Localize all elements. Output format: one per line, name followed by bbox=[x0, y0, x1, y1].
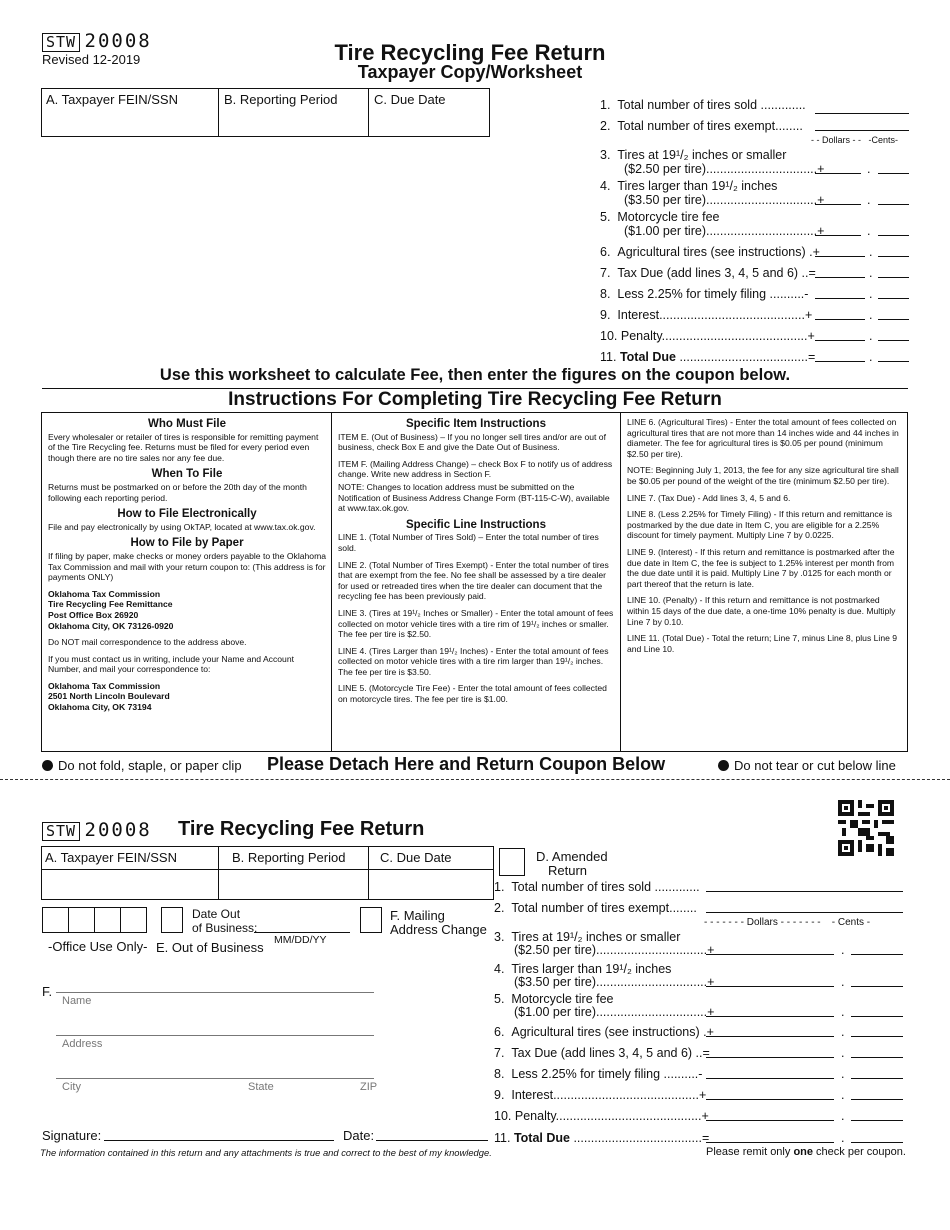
coupon-line-2-input[interactable] bbox=[706, 901, 903, 913]
worksheet-line-9: 9. Interest..........................................+ bbox=[600, 308, 813, 322]
qr-code-icon bbox=[838, 800, 894, 856]
worksheet-line-9-dollars[interactable] bbox=[815, 308, 865, 320]
worksheet-line-11-dollars[interactable] bbox=[815, 350, 865, 362]
worksheet-line-9-cents[interactable] bbox=[878, 308, 909, 320]
coupon-line-6-dollars[interactable] bbox=[706, 1025, 834, 1037]
reporting-period-label: B. Reporting Period bbox=[224, 92, 338, 107]
coupon-line-5-cents[interactable] bbox=[851, 1005, 903, 1017]
signature-label: Signature: bbox=[42, 1128, 102, 1143]
bullet-icon bbox=[42, 760, 53, 771]
worksheet-line-10-cents[interactable] bbox=[878, 329, 909, 341]
worksheet-line-6-cents[interactable] bbox=[878, 245, 909, 257]
page-subtitle: Taxpayer Copy/Worksheet bbox=[357, 62, 583, 82]
amended-return-checkbox[interactable] bbox=[499, 848, 525, 876]
worksheet-line-10-dollars[interactable] bbox=[815, 329, 865, 341]
worksheet-line-4: 4. Tires larger than 19¹/₂ inches bbox=[600, 179, 778, 193]
correspondence-address: Oklahoma Tax Commission 2501 North Lincoln Boulevard Oklahoma City, OK 73194 bbox=[48, 680, 170, 713]
who-must-file-heading: Who Must File bbox=[148, 418, 226, 430]
worksheet-line-2: 2. Total number of tires exempt........ bbox=[600, 119, 803, 133]
remit-note: Please remit only one check per coupon. bbox=[706, 1146, 906, 1158]
coupon-reporting-period-label: B. Reporting Period bbox=[232, 850, 346, 865]
fein-label: A. Taxpayer FEIN/SSN bbox=[46, 92, 178, 107]
worksheet-line-6-dollars[interactable] bbox=[815, 245, 865, 257]
signature-input[interactable] bbox=[104, 1140, 334, 1141]
zip-label: ZIP bbox=[360, 1081, 378, 1093]
coupon-line-9: 9. Interest..........................................+ bbox=[494, 1088, 707, 1102]
coupon-form-number-text: 20008 bbox=[84, 819, 152, 841]
coupon-line-3-dollars[interactable] bbox=[706, 943, 834, 955]
coupon-fein-label: A. Taxpayer FEIN/SSN bbox=[45, 850, 177, 865]
worksheet: 1. Total number of tires sold ............. 2. Total number of tires exempt........ - - Dollars - - -Cents- 3. Tires at 19¹/₂ inches or smaller ($2.50 per tire)................................+ . 4. Tires larger than 19¹/₂ inches ($3.50 per tire)................................+ . 5. Motorcycle tire fee ($1.00 per tire)................................+ . 6. Agricultural tires (see instructions) .+ . 7. Tax Due (add lines 3, 4, 5 and 6) ..= . 8. Less 2.25% for timely filing ..........- . 9. Interest..........................................+ . 10. Penalty..........................................+ . 11. Total Due .....................................= . bbox=[600, 96, 912, 366]
detach-right-note: Do not tear or cut below line bbox=[718, 758, 896, 773]
coupon-lines: 1. Total number of tires sold ............. 2. Total number of tires exempt........ - - - - - - - Dollars - - - - - - - - Cents - 3. Tires at 19¹/₂ inches or smaller ($2.50 per tire)................................+ . 4. Tires larger than 19¹/₂ inches ($3.50 per tire)................................+ . 5. Motorcycle tire fee ($1.00 per tire)................................+ . 6. Agricultural tires (see instructions) .+ . 7. Tax Due (add lines 3, 4, 5 and 6) ..= . 8. Less 2.25% for timely filing ..........- . 9. Interest..........................................+ . 10. Penalty..........................................+ . 11. Total Due .....................................= . bbox=[494, 880, 909, 1150]
bullet-icon bbox=[718, 760, 729, 771]
coupon-dollars-label: - - - - - - - Dollars - - - - - - - bbox=[704, 917, 821, 928]
address-label: Address bbox=[62, 1038, 103, 1050]
coupon-form-code-box: STW bbox=[42, 822, 80, 841]
amended-label: D. Amended bbox=[536, 849, 608, 864]
coupon-cents-label: - Cents - bbox=[831, 917, 871, 928]
coupon-line-4-cents[interactable] bbox=[851, 975, 903, 987]
mmddyy-label: MM/DD/YY bbox=[274, 934, 327, 946]
coupon-line-8-cents[interactable] bbox=[851, 1067, 903, 1079]
coupon-line-5: 5. Motorcycle tire fee bbox=[494, 992, 614, 1006]
coupon-line-10-cents[interactable] bbox=[851, 1109, 903, 1121]
address-change-label: Address Change bbox=[390, 922, 487, 937]
worksheet-line-11-cents[interactable] bbox=[878, 350, 909, 362]
worksheet-line-4-cents[interactable] bbox=[878, 193, 909, 205]
worksheet-note: Use this worksheet to calculate Fee, then enter the figures on the coupon below. bbox=[159, 366, 791, 384]
state-label: State bbox=[248, 1081, 274, 1093]
of-business-label: of Business: bbox=[192, 921, 258, 935]
file-by-paper-heading: How to File by Paper bbox=[130, 537, 244, 550]
worksheet-line-2-input[interactable] bbox=[815, 119, 909, 131]
form-number bbox=[42, 30, 152, 52]
coupon-reporting-period-input[interactable] bbox=[220, 871, 366, 897]
out-of-business-label: E. Out of Business bbox=[156, 940, 264, 955]
coupon-due-date-label: C. Due Date bbox=[380, 850, 452, 865]
coupon-line-4-dollars[interactable] bbox=[706, 975, 834, 987]
coupon-line-7-dollars[interactable] bbox=[706, 1046, 834, 1058]
coupon-line-9-dollars[interactable] bbox=[706, 1088, 834, 1100]
coupon-line-4: 4. Tires larger than 19¹/₂ inches bbox=[494, 962, 672, 976]
worksheet-line-3-dollars[interactable] bbox=[815, 162, 861, 174]
detach-heading: Please Detach Here and Return Coupon Below bbox=[267, 754, 666, 774]
line-instructions-heading: Specific Line Instructions bbox=[406, 518, 546, 531]
coupon-line-7-cents[interactable] bbox=[851, 1046, 903, 1058]
worksheet-line-11: 11. Total Due .....................................= bbox=[600, 350, 816, 364]
coupon-line-6-cents[interactable] bbox=[851, 1025, 903, 1037]
coupon-line-3: 3. Tires at 19¹/₂ inches or smaller bbox=[494, 930, 681, 944]
worksheet-line-5-dollars[interactable] bbox=[815, 224, 861, 236]
worksheet-line-1: 1. Total number of tires sold ............. bbox=[600, 98, 806, 112]
coupon-line-3-cents[interactable] bbox=[851, 943, 903, 955]
worksheet-line-3: 3. Tires at 19¹/₂ inches or smaller bbox=[600, 148, 787, 162]
worksheet-line-7-dollars[interactable] bbox=[815, 266, 865, 278]
coupon-line-8: 8. Less 2.25% for timely filing ..........- bbox=[494, 1067, 703, 1081]
worksheet-line-7: 7. Tax Due (add lines 3, 4, 5 and 6) ..= bbox=[600, 266, 816, 280]
name-label: Name bbox=[62, 995, 92, 1007]
coupon-line-11-cents[interactable] bbox=[851, 1131, 903, 1143]
coupon-line-5-dollars[interactable] bbox=[706, 1005, 834, 1017]
coupon-line-9-cents[interactable] bbox=[851, 1088, 903, 1100]
city-state-zip-input[interactable] bbox=[56, 1078, 374, 1079]
worksheet-line-6: 6. Agricultural tires (see instructions) .+ bbox=[600, 245, 820, 259]
worksheet-line-10: 10. Penalty..........................................+ bbox=[600, 329, 815, 343]
name-input[interactable] bbox=[56, 992, 374, 993]
instructions-col-3: LINE 6. (Agricultural Tires) - Enter the total amount of fees collected on agricultural tires that are not more than 14 inches wide and 44 inches in diameter. The fee for agricultural tires is $0.05 per pound (minimum $2.50 per tire). NOTE: Beginning July 1, 2013, the fee for any size agricultural tire shall be $0.05 per pound of the weight of the tire (minimum $2.50 per tire). LINE 7. (Tax Due) - Add lines 3, 4, 5 and 6. LINE 8. (Less 2.25% for Timely Filing) - If this return and remittance is postmarked by the due date in Item C, you are eligible for a 2.25% discount for timely payment. Multiply Line 7 by 0.0225. LINE 9. (Interest) - If this return and remittance is postmarked after the due date in Item C, the fee is subject to 1.25% interest per month from the due date until it is paid. Multiply Line 7 by .0125 for each month or part thereof that the return is late. LINE 10. (Penalty) - If this return and remittance is not postmarked within 15 days of the due date, a one-time 10% penalty is due. Multiply Line 7 by 0.10. LINE 11. (Total Due) - Total the return; Line 7, minus Line 8, plus Line 9 and Line 10. bbox=[627, 417, 899, 654]
form-number-text: 20008 bbox=[84, 30, 152, 52]
detach-left-note: Do not fold, staple, or paper clip bbox=[42, 758, 242, 773]
worksheet-line-5: 5. Motorcycle tire fee bbox=[600, 210, 720, 224]
out-of-business-checkbox[interactable] bbox=[161, 907, 183, 933]
worksheet-line-8-dollars[interactable] bbox=[815, 287, 865, 299]
revised-date: Revised 12-2019 bbox=[42, 52, 141, 67]
city-label: City bbox=[62, 1081, 81, 1093]
coupon-line-11: 11. Total Due .....................................= bbox=[494, 1131, 710, 1145]
detach-line bbox=[0, 779, 950, 780]
coupon-line-1: 1. Total number of tires sold ............. bbox=[494, 880, 700, 894]
coupon-line-10: 10. Penalty..........................................+ bbox=[494, 1109, 709, 1123]
payment-address: Oklahoma Tax Commission Tire Recycling Fee Remittance Post Office Box 26920 Oklahoma City, OK 73126-0920 bbox=[48, 588, 174, 631]
file-electronically-heading: How to File Electronically bbox=[117, 508, 257, 521]
when-to-file-heading: When To File bbox=[151, 468, 223, 481]
instructions-title: Instructions For Completing Tire Recycling Fee Return bbox=[228, 389, 722, 410]
coupon-line-1-input[interactable] bbox=[706, 880, 903, 892]
worksheet-line-1-input[interactable] bbox=[815, 102, 909, 114]
address-input[interactable] bbox=[56, 1035, 374, 1036]
coupon-title: Tire Recycling Fee Return bbox=[178, 818, 425, 840]
item-instructions-heading: Specific Item Instructions bbox=[406, 418, 546, 430]
signature-date-input[interactable] bbox=[376, 1140, 488, 1141]
amended-return-label: Return bbox=[548, 863, 588, 878]
date-label: Date: bbox=[343, 1128, 375, 1143]
coupon-line-8-dollars[interactable] bbox=[706, 1067, 834, 1079]
worksheet-line-3-cents[interactable] bbox=[878, 162, 909, 174]
page-title: Tire Recycling Fee Return bbox=[334, 40, 606, 65]
coupon-info-boxes bbox=[41, 846, 494, 900]
instructions-box bbox=[41, 412, 908, 752]
date-out-label: Date Out bbox=[192, 907, 241, 921]
office-use-label: -Office Use Only- bbox=[48, 939, 148, 954]
taxpayer-info-boxes bbox=[41, 88, 490, 137]
coupon-fein-input[interactable] bbox=[44, 871, 216, 897]
instructions-col-1: Who Must File Every wholesaler or retailer of tires is responsible for remitting payment of the Tire Recycling fee. Returns must be filed for every period even though there are no tire sales nor any fee due. When To File Returns must be postmarked on or before the 20th day of the month following each reporting period. How to File Electronically File and pay electronically by using OkTAP, located at www.tax.ok.gov. How to File by Paper If filing by paper, make checks or money orders payable to the Oklahoma Tax Commission and mail with your return coupon to: (This address is for payments ONLY) Oklahoma Tax Commission Tire Recycling Fee Remittance Post Office Box 26920 Oklahoma City, OK 73126-0920 Do NOT mail correspondence to the address above. If you must contact us in writing, include your Name and Account Number, and mail your correspondence to: Oklahoma Tax Commission 2501 North Lincoln Boulevard Oklahoma City, OK 73194 bbox=[48, 418, 327, 713]
coupon-line-10-dollars[interactable] bbox=[706, 1109, 834, 1121]
due-date-label: C. Due Date bbox=[374, 92, 446, 107]
coupon-line-11-dollars[interactable] bbox=[706, 1131, 834, 1143]
date-out-input[interactable] bbox=[254, 921, 350, 933]
coupon-line-2: 2. Total number of tires exempt........ bbox=[494, 901, 697, 915]
coupon-form-number bbox=[42, 819, 152, 841]
coupon-line-6: 6. Agricultural tires (see instructions) .+ bbox=[494, 1025, 714, 1039]
worksheet-line-8: 8. Less 2.25% for timely filing ..........- bbox=[600, 287, 809, 301]
mailing-address-change-checkbox[interactable] bbox=[360, 907, 382, 933]
instructions-col-2: Specific Item Instructions ITEM E. (Out of Business) – If you no longer sell tires and/or are out of business, check Box E and give the Date Out of Business. ITEM F. (Mailing Address Change) – check Box F to notify us of address change. Write new address in Section F. NOTE: Changes to location address must be submitted on the Notification of Business Address Change Form (BT-115-C-W), available at www.tax.ok.gov. Specific Line Instructions LINE 1. (Total Number of Tires Sold) – Enter the total number of tires sold. LINE 2. (Total Number of Tires Exempt) - Enter the total number of tires that are exempt from the fee. No fee shall be assessed by a tire dealer for used or retreaded tires when the tire dealer can document that the recycling fee has been previously paid. LINE 3. (Tires at 19¹/₂ Inches or Smaller) - Enter the total amount of fees collected on motor vehicle tires with a tire rim of 19¹/₂ inches or smaller. The fee per tire is $2.50. LINE 4. (Tires Larger than 19¹/₂ Inches) - Enter the total amount of fees collected on motor vehicle tires with a tire rim larger than 19¹/₂ inches. The fee per tire is $3.50. LINE 5. (Motorcycle Tire Fee) - Enter the total amount of fees collected on motorcycle tires. The fee per tire is $1.00. bbox=[338, 418, 614, 705]
worksheet-line-8-cents[interactable] bbox=[878, 287, 909, 299]
section-f-label: F. bbox=[42, 984, 53, 999]
coupon-due-date-input[interactable] bbox=[370, 871, 491, 897]
dollars-label: - - Dollars - - bbox=[811, 135, 861, 145]
cents-label: -Cents- bbox=[868, 135, 899, 145]
certification-text: The information contained in this return and any attachments is true and correct to the best of my knowledge. bbox=[40, 1147, 492, 1158]
worksheet-line-5-cents[interactable] bbox=[878, 224, 909, 236]
worksheet-line-7-cents[interactable] bbox=[878, 266, 909, 278]
mailing-label: F. Mailing bbox=[390, 908, 445, 923]
form-code-box: STW bbox=[42, 33, 80, 52]
worksheet-line-4-dollars[interactable] bbox=[815, 193, 861, 205]
coupon-line-7: 7. Tax Due (add lines 3, 4, 5 and 6) ..= bbox=[494, 1046, 710, 1060]
